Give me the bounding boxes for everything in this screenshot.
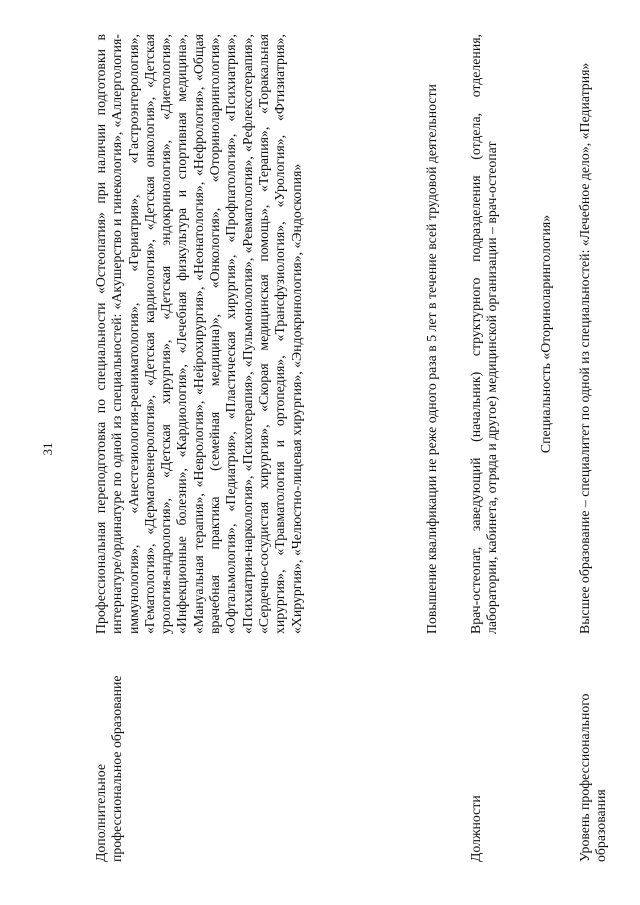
row-label-extra-education: Дополнительное профессиональное образование bbox=[93, 675, 125, 862]
qualification-upgrade-text: Повышение квалификации не реже одного раза в 5 лет в течение всей трудовой деятельности bbox=[424, 84, 439, 634]
specialty-heading: Специальность «Оториноларингология» bbox=[538, 214, 553, 454]
positions-text: Врач-остеопат, заведующий (начальник) структурного подразделения (отдела, отделения, лаборатории, кабинета, отряда и другое) медицинской организации – врач-остеопат bbox=[468, 34, 500, 634]
row-label-education-level: Уровень профессионального образования bbox=[577, 693, 609, 862]
education-level-text: Высшее образование – специалитет по одной из специальностей: «Лечебное дело», «Педиатрия» bbox=[577, 62, 592, 634]
row-label-positions: Должности bbox=[468, 795, 483, 862]
rotated-page-content bbox=[55, 12, 640, 862]
professional-retraining-text: Профессиональная переподготовка по специальности «Остеопатия» при наличии подготовки в интернатуре/ординатуре по одной из специальностей: «Акушерство и гинекология», «Аллергология-иммунология», «Анестезиология-реаниматология», «Гериатрия», «Гастроэнтерология», «Гематология», «Дерматовенерология», «Детская кардиология», «Детская онкология», «Детская урология-андрология», «Детская хирургия», «Детская эндокринология», «Диетология», «Инфекционные болезни», «Кардиология», «Лечебная физкультура и спортивная медицина», «Мануальная терапия», «Неврология», «Нейрохирургия», «Неонатология», «Нефрология», «Общая врачебная практика (семейная медицина)», «Онкология», «Оториноларингология», «Офтальмология», «Педиатрия», «Пластическая хирургия», «Профпатология», «Психиатрия», «Психиатрия-наркология», «Психотерапия», «Пульмонология», «Ревматология», «Рефлексотерапия», «Сердечно-сосудистая хирургия», «Скорая медицинская помощь», «Терапия», «Торакальная хирургия», «Травматология и ортопедия», «Трансфузиология», «Урология», «Фтизиатрия», «Хирургия», «Челюстно-лицевая хирургия», «Эндокринология», «Эндоскопия» bbox=[93, 34, 304, 634]
page-number: 31 bbox=[40, 442, 55, 456]
